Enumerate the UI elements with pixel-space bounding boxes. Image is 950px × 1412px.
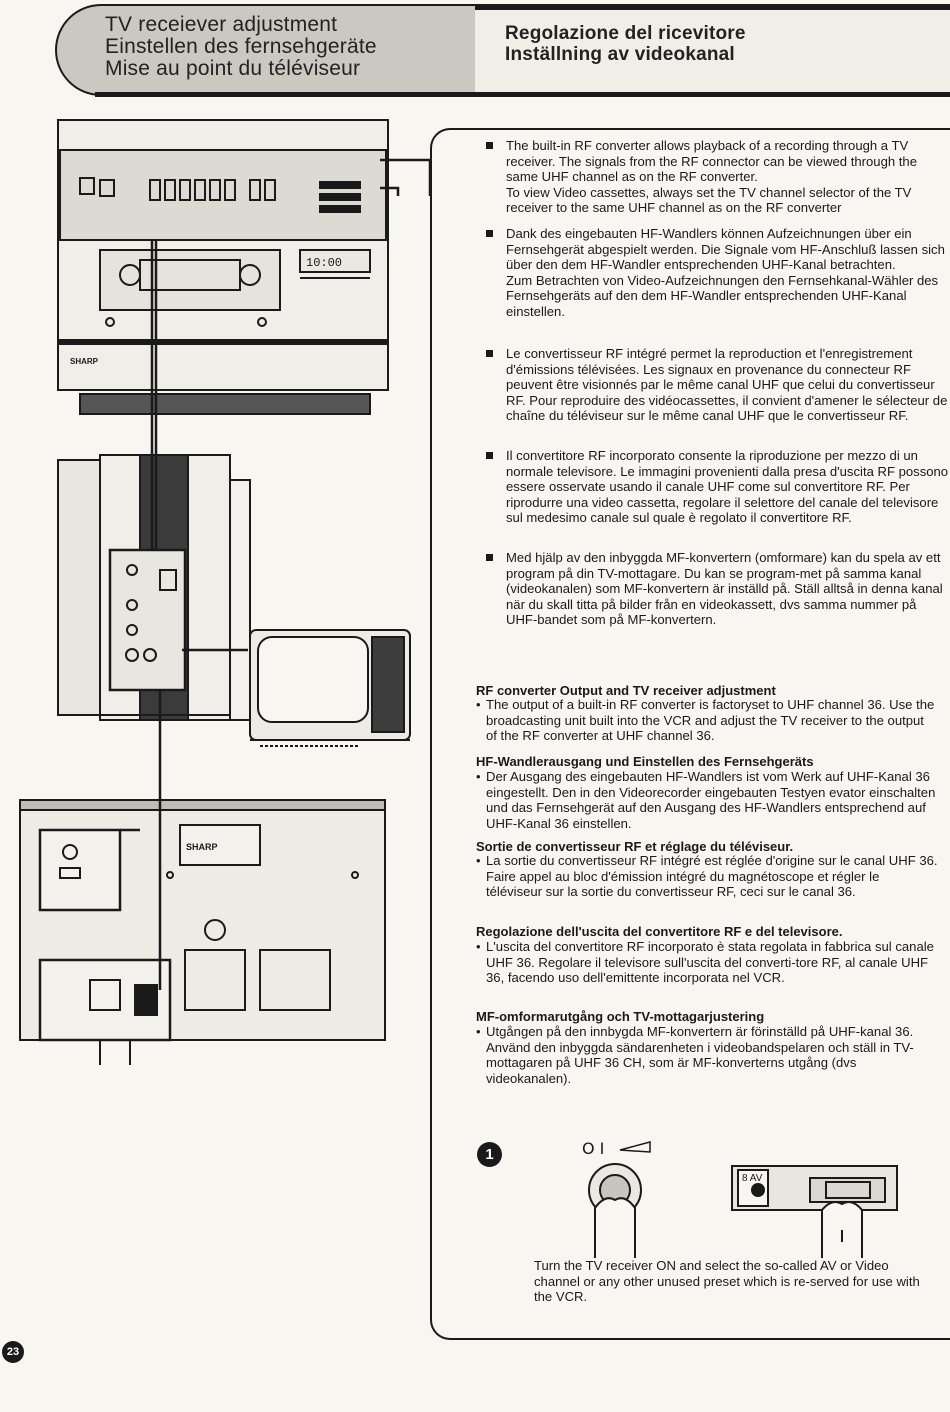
tv-receiver-illustration [250,630,410,746]
vcr-front-brand: SHARP [70,357,99,366]
title-italian: Regolazione del ricevitore [505,23,746,44]
vcr-back-brand: SHARP [186,842,218,852]
page-number-badge: 23 [2,1341,24,1363]
round-bullet-icon: • [476,853,481,868]
section-heading-french: Sortie de convertisseur RF et réglage du téléviseur. [476,839,794,854]
bullet-english [476,138,950,216]
step-illustration [560,1138,910,1258]
section-text: La sortie du convertisseur RF intégré est réglée d'origine sur le canal UHF 36. Faire appel au bloc d'émission intégré du magnétoscope et régler le téléviseur sur la sortie du convertisseur RF, ceci sur le canal 36. [486,853,938,900]
bullet-italian [476,448,950,526]
bullet-text: Le convertisseur RF intégré permet la reproduction et l'enregistrement d'émissions télévisées. Les signaux en provenance du connecteur RF peuvent être visionnés par le même canal UHF que celui du convertisseur RF. Pour reproduire des vidéocassettes, il convient d'amener le sélecteur de chaîne du téléviseur sur le même canal UHF que le convertisseur RF. [506,346,948,424]
section-body-english [476,697,938,744]
round-bullet-icon: • [476,939,481,954]
vcr-clock-display: 10:00 [306,256,343,270]
section-body-french [476,853,938,900]
section-body-swedish [476,1024,938,1086]
bullet-text: The built-in RF converter allows playback of a recording through a TV receiver. The signals from the RF connector can be viewed through the same UHF channel as on the RF converter. [506,138,917,185]
square-bullet-icon [486,142,493,149]
square-bullet-icon [486,554,493,561]
av-button-label: 8 AV [742,1173,763,1184]
section-text: Der Ausgang des eingebauten HF-Wandlers ist vom Werk auf UHF-Kanal 36 eingestellt. Den in den Videorecorder eingebauten Testyen evator einschalten und das Fernsehgerät auf den Ausgang des HF-Wandlers entsprechend auf UHF-Kanal 36 einstellen. [486,769,936,831]
square-bullet-icon [486,230,493,237]
bullet-text: Dank des eingebauten HF-Wandlers können Aufzeichnungen über ein Fernsehgerät abgespielt werden. Die Signale vom HF-Anschluß lassen sich über den dem HF-Wandler entsprechenden UHF-Kanal betrachten. [506,226,945,273]
section-text: The output of a built-in RF converter is factoryset to UHF channel 36. Use the broadcasting unit built into the VCR and adjust the TV receiver to the output of the RF converter at UHF channel 36. [486,697,935,744]
power-button-illustration [589,1164,641,1258]
vcr-tv-connection-illustration [0,110,440,1110]
round-bullet-icon: • [476,769,481,784]
bullet-swedish [476,550,950,628]
power-indicator-icon [620,1142,650,1152]
section-body-italian [476,939,938,986]
header-top-rule [475,4,950,10]
step-caption: Turn the TV receiver ON and select the so-called AV or Video channel or any other unused preset which is re-served for use with the VCR. [534,1258,920,1305]
title-german: Einstellen des fernsehgeräte [105,35,377,58]
bullet-text: Zum Betrachten von Video-Aufzeichnungen den Fernsehkanal-Wähler des Fernsehgeräts auf den dem HF-Wandler entsprechenden UHF-Kanal einstellen. [506,272,939,319]
section-body-german [476,769,938,831]
header-bar [55,4,950,96]
section-text: Utgången på den innbygda MF-konvertern är förinställd på UHF-kanal 36. Använd den inbyggda sändarenheten i videobandspelaren och ställ in TV-mottagaren på UHF 36 CH, som är MF-konverterns utgång (dvs videokanalen). [486,1024,914,1086]
section-text: L'uscita del convertitore RF incorporato è stata regolata in fabbrica sul canale UHF 36. Regolare il televisore sull'uscita del converti-tore RF, al canale UHF 36, facendo uso dell'emittente incorporata nel VCR. [486,939,934,986]
section-heading-english: RF converter Output and TV receiver adjustment [476,683,776,698]
round-bullet-icon: • [476,697,481,712]
square-bullet-icon [486,452,493,459]
vcr-rear-panel-illustration [20,800,385,1065]
bullet-text: To view Video cassettes, always set the TV channel selector of the TV receiver to the same UHF channel as on the RF converter [506,184,912,216]
section-heading-swedish: MF-omformarutgång och TV-mottagarjustering [476,1009,765,1024]
bullet-french [476,346,950,424]
power-symbol-label: O I [582,1139,605,1158]
round-bullet-icon: • [476,1024,481,1039]
square-bullet-icon [486,350,493,357]
section-heading-italian: Regolazione dell'uscita del convertitore RF e del televisore. [476,924,843,939]
title-french: Mise au point du téléviseur [105,57,361,80]
bullet-german [476,226,950,320]
bullet-text: Il convertitore RF incorporato consente la riproduzione per mezzo di un normale televisore. Le immagini provenienti dalla presa d'uscita RF possono essere osservate usando il canale UHF come sul convertitore RF. Per riprodurre una video cassetta, regolare il selettore del canale del televisore sul medesimo canale sul quale è regolato il convertitore RF. [506,448,949,526]
header-bottom-rule [95,92,950,97]
bullet-text: Med hjälp av den inbyggda MF-konvertern (omformare) kan du spela av ett program på din TV-mottagare. Du kan se program-met på samma kanal (videokanalen) som MF-konvertern är inställd på. Ställ alltså in denna kanal när du skall titta på bilder från en videokassett, dvs samma nummer på UHF-bandet som på MF-konvertern. [506,550,943,628]
title-swedish: Inställning av videokanal [505,44,735,65]
section-heading-german: HF-Wandlerausgang und Einstellen des Fernsehgeräts [476,754,814,769]
step-number-badge: 1 [477,1142,502,1167]
title-english: TV receiever adjustment [105,13,338,36]
vcr-side-panel-illustration [58,455,250,720]
